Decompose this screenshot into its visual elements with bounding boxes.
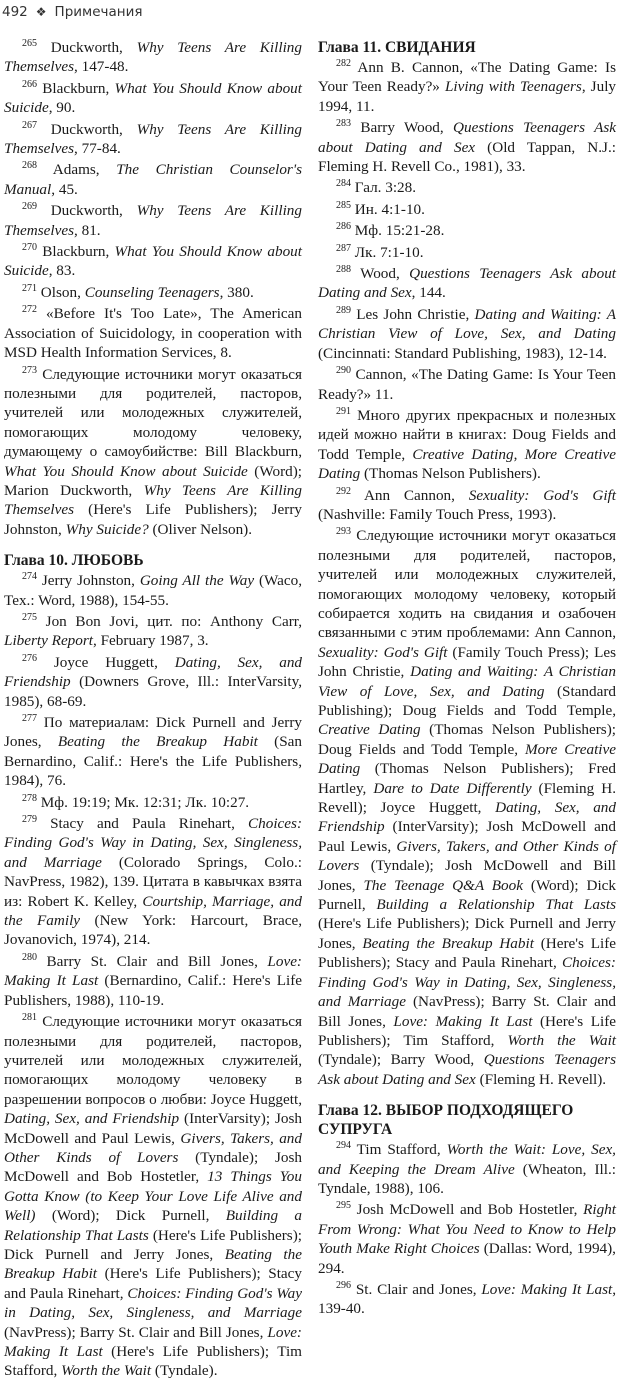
footnote bbox=[318, 486, 616, 525]
footnote-text: Stacy and Paula Rinehart, bbox=[50, 815, 249, 833]
book-title: Why Teens Are Killing Themselves bbox=[4, 481, 302, 519]
footnote bbox=[318, 406, 616, 484]
footnote bbox=[318, 118, 616, 176]
footnote bbox=[318, 243, 616, 262]
footnote-text: Мф. 15:21-28. bbox=[354, 222, 445, 240]
footnote bbox=[4, 713, 302, 791]
footnote-text: Duckworth, bbox=[50, 202, 137, 220]
footnote bbox=[4, 242, 302, 281]
footnote-text: , bbox=[513, 445, 525, 463]
footnote bbox=[4, 1012, 302, 1381]
footnote-number: 280 bbox=[22, 951, 37, 963]
footnote-number: 283 bbox=[336, 118, 351, 130]
footnote bbox=[4, 201, 302, 240]
book-title: 13 Things You Gotta Know (to Keep Your Love Life Alive and Well) bbox=[4, 1168, 302, 1225]
footnote-text: Лк. 7:1-10. bbox=[354, 243, 424, 261]
footnote-text: (InterVarsity); Josh McDowell and Paul Lewis, bbox=[318, 818, 616, 855]
footnote-number: 274 bbox=[22, 571, 37, 583]
footnote-number: 265 bbox=[22, 38, 37, 49]
footnote-number: 294 bbox=[336, 1140, 351, 1152]
footnote-number: 267 bbox=[22, 119, 37, 131]
footnote-number: 284 bbox=[336, 178, 351, 190]
footnote-number: 266 bbox=[22, 78, 37, 90]
book-title: What You Should Know about Suicide bbox=[4, 462, 248, 480]
right-column bbox=[318, 38, 616, 1321]
footnote-number: 270 bbox=[22, 242, 37, 254]
footnote-number: 291 bbox=[336, 405, 351, 417]
book-title: The Teenage Q&A Book bbox=[363, 876, 523, 894]
book-title: What You Should Know about Suicide bbox=[4, 243, 302, 280]
footnote bbox=[318, 221, 616, 240]
book-title: Going All the Way bbox=[139, 572, 255, 590]
book-title: What You Should Know about Suicide bbox=[4, 79, 302, 117]
book-title: Questions Teenagers Ask about Dating and Sex bbox=[318, 265, 617, 302]
book-title: Creative Dating bbox=[318, 721, 421, 739]
footnote bbox=[318, 264, 616, 303]
footnote-text: , 147-48. bbox=[74, 58, 129, 76]
footnote-text: (InterVarsity); Josh McDowell and Paul Lewis, bbox=[4, 1110, 302, 1147]
footnote-number: 281 bbox=[22, 1012, 37, 1024]
footnote-text: По материалам: Dick Purnell and Jerry Jones, bbox=[4, 714, 302, 751]
book-title: Building a Relationship That Lasts bbox=[4, 1207, 303, 1244]
footnote-text: Ин. 4:1-10. bbox=[354, 200, 425, 218]
footnote bbox=[318, 305, 616, 363]
footnote-text: , 81. bbox=[74, 221, 101, 239]
footnote-text: (Oliver Nelson). bbox=[148, 520, 253, 538]
book-title: Choices: Finding God's Way in Dating, Sex, Singleness, and Marriage bbox=[4, 815, 303, 871]
running-header bbox=[2, 4, 143, 20]
footnote-text: , 83. bbox=[48, 262, 76, 280]
footnote-text: Следующие источники могут оказаться полезными для родителей, пасторов, учителей или молодежных служителей, помогающих молодому человеку в разрешении вопросов о любви: Joyce Huggett, bbox=[4, 1013, 303, 1108]
book-title: Love: Making It Last bbox=[4, 1323, 302, 1360]
footnote-text: Les John Christie, bbox=[356, 305, 475, 323]
footnote-text: Wood, bbox=[360, 265, 410, 283]
footnote bbox=[4, 120, 302, 159]
footnote bbox=[4, 38, 302, 77]
book-title: Dating, Sex, and Friendship bbox=[4, 653, 303, 691]
footnote-number: 286 bbox=[336, 221, 351, 233]
footnote-number: 275 bbox=[22, 611, 37, 623]
footnote-text: Duckworth, bbox=[50, 120, 137, 138]
footnote-text: Josh McDowell and Bob Hostetler, bbox=[356, 1201, 584, 1219]
footnote-text: (Here's Life Publishers); Tim Stafford, bbox=[318, 1012, 616, 1049]
footnote-number: 272 bbox=[22, 304, 37, 316]
footnote bbox=[4, 612, 302, 651]
footnote-number: 276 bbox=[22, 652, 37, 664]
book-title: Counseling Teenagers bbox=[84, 283, 220, 301]
footnote-text: (Old Tappan, N.J.: Fleming H. Revell Co., 1981), 33. bbox=[318, 138, 616, 176]
footnote bbox=[318, 200, 616, 219]
footnote-text: (New York: Harcourt, Brace, Jovanovich, 1974), 214. bbox=[4, 912, 302, 949]
footnote-text: (Here's Life Publishers); Jerry Johnston, bbox=[4, 501, 302, 538]
book-title: More Creative Dating bbox=[318, 445, 617, 483]
book-title: Love: Making It Last bbox=[4, 952, 302, 990]
footnote-text: , 45. bbox=[51, 180, 78, 198]
book-title: Worth the Wait: Love, Sex, and Keeping the Dream Alive bbox=[318, 1141, 616, 1178]
footnote-text: (Fleming H. Revell); Joyce Huggett, bbox=[318, 779, 617, 817]
footnote-text: (Here's Life Publishers); Dick Purnell and Jerry Jones, bbox=[4, 1226, 302, 1263]
footnote bbox=[318, 1140, 616, 1198]
chapter-heading: Глава 10. ЛЮБОВЬ bbox=[4, 552, 144, 570]
footnote-text: (Tyndale); Barry Wood, bbox=[318, 1051, 484, 1069]
footnote-text: Jon Bon Jovi, цит. по: Anthony Carr, bbox=[45, 612, 302, 630]
footnote-text: (Nashville: Family Touch Press, 1993). bbox=[318, 505, 557, 523]
footnote-text: Следующие источники могут оказаться полезными для родителей, пасторов, учителей или молодежных служителей, помогающих молодому человеку, который собирается ходить на свидания и озабочен связанными с этим проблемами: Ann Cannon, bbox=[318, 527, 617, 642]
book-title: Worth the Wait bbox=[507, 1031, 617, 1049]
footnote-text: Barry Wood, bbox=[360, 119, 454, 137]
book-title: Dating and Waiting: A Christian View of Love, Sex, and Dating bbox=[318, 663, 616, 700]
book-title: Creative Dating bbox=[412, 445, 514, 463]
book-title: Questions Teenagers Ask about Dating and Sex bbox=[318, 119, 616, 156]
footnote-number: 295 bbox=[336, 1200, 351, 1212]
book-title: Love: Making It Last bbox=[481, 1280, 613, 1298]
footnote-text: (Thomas Nelson Publishers). bbox=[360, 465, 541, 483]
section-title: Примечания bbox=[54, 4, 143, 20]
book-title: Choices: Finding God's Way in Dating, Sex, Singleness, and Marriage bbox=[318, 954, 616, 1011]
footnote-text: (Tyndale); Josh McDowell and Bob Hostetler, bbox=[4, 1148, 302, 1186]
footnote-text: St. Clair and Jones, bbox=[355, 1280, 482, 1298]
footnote-number: 290 bbox=[336, 365, 351, 377]
footnote-number: 269 bbox=[22, 201, 37, 213]
footnote-text: , 77-84. bbox=[74, 140, 121, 158]
footnote-text: Следующие источники могут оказаться полезными для родителей, пасторов, учителей или молодежных служителей, помогающих молодому человеку, думающему о самоубийстве: Bill Blackburn, bbox=[4, 365, 303, 461]
book-title: Liberty Report bbox=[4, 632, 94, 650]
footnote-text: (Word); Marion Duckworth, bbox=[4, 462, 303, 499]
chapter-heading: Глава 12. ВЫБОР ПОДХОДЯЩЕГО СУПРУГА bbox=[318, 1102, 574, 1139]
footnote-text: (Bernardino, Calif.: Here's Life Publishers, 1988), 110-19. bbox=[4, 972, 303, 1009]
footnote bbox=[4, 160, 302, 199]
footnote-number: 279 bbox=[22, 814, 37, 826]
footnote-text: Olson, bbox=[40, 283, 85, 301]
book-title: Sexuality: God's Gift bbox=[468, 486, 616, 504]
footnote-text: Blackburn, bbox=[42, 79, 115, 97]
footnote-text: (San Bernardino, Calif.: Here's the Life Publishers, 1984), 76. bbox=[4, 733, 302, 790]
book-title: Choices: Finding God's Way in Dating, Sex, Singleness, and Marriage bbox=[4, 1284, 302, 1322]
footnote-text: (NavPress); Barry St. Clair and Bill Jones, bbox=[318, 993, 617, 1030]
book-title: Sexuality: God's Gift bbox=[318, 643, 448, 661]
footnote-text: (Standard Publishing); Doug Fields and Todd Temple, bbox=[318, 682, 617, 719]
book-title: Beating the Breakup Habit bbox=[362, 934, 534, 952]
book-title: Beating the Breakup Habit bbox=[4, 1245, 302, 1283]
footnote-text: Joyce Huggett, bbox=[53, 653, 175, 671]
footnote-text: (Here's Life Publishers); Tim Stafford, bbox=[4, 1343, 302, 1380]
footnote bbox=[318, 1200, 616, 1278]
footnote-number: 271 bbox=[22, 282, 37, 294]
footnote-text: Cannon, «The Dating Game: Is Your Teen Ready?» 11. bbox=[318, 366, 616, 403]
footnote-text: (Downers Grove, Ill.: InterVarsity, 1985), 68-69. bbox=[4, 673, 302, 710]
book-title: Why Suicide? bbox=[65, 520, 149, 538]
left-column bbox=[4, 38, 302, 1383]
footnote-text: Barry St. Clair and Bill Jones, bbox=[46, 952, 268, 970]
footnote-number: 287 bbox=[336, 242, 351, 254]
footnote-text: «Before It's Too Late», The American Association of Suicidology, in cooperation with MSD Health Information Services, 8. bbox=[4, 305, 302, 362]
book-title: Dating, Sex, and Friendship bbox=[318, 799, 616, 836]
footnote-text: , July 1994, 11. bbox=[318, 78, 617, 115]
footnote-number: 293 bbox=[336, 526, 351, 538]
footnote-number: 288 bbox=[336, 264, 351, 276]
book-title: Living with Teenagers bbox=[444, 78, 582, 96]
footnote bbox=[318, 365, 616, 404]
footnote bbox=[4, 283, 302, 302]
book-title: Building a Relationship That Lasts bbox=[376, 896, 616, 914]
footnote bbox=[4, 571, 302, 610]
footnote-number: 292 bbox=[336, 485, 351, 497]
footnote-number: 268 bbox=[22, 160, 37, 172]
footnote-text: Duckworth, bbox=[50, 39, 137, 56]
footnote-text: (Tyndale). bbox=[151, 1362, 218, 1380]
footnote bbox=[4, 814, 302, 950]
book-title: Dating, Sex, and Friendship bbox=[4, 1110, 180, 1128]
footnote bbox=[4, 79, 302, 118]
footnote-text: (Tyndale); Josh McDowell and Bill Jones, bbox=[318, 857, 616, 894]
footnote-text: (Thomas Nelson Publishers); Fred Hartley, bbox=[318, 760, 616, 797]
footnote-text: Jerry Johnston, bbox=[41, 572, 140, 590]
footnote-text: , 139-40. bbox=[318, 1280, 617, 1318]
footnote-text: , 380. bbox=[219, 283, 254, 301]
footnote-number: 278 bbox=[22, 792, 37, 804]
book-title: Courtship, Marriage, and the Family bbox=[4, 892, 302, 930]
footnote-number: 282 bbox=[336, 58, 351, 69]
footnote-text: (Word); Dick Purnell, bbox=[35, 1207, 226, 1225]
footnote-text: (Here's Life Publishers); Stacy and Paula Rinehart, bbox=[318, 934, 616, 972]
footnote-text: Мф. 19:19; Мк. 12:31; Лк. 10:27. bbox=[40, 793, 250, 811]
footnote-number: 277 bbox=[22, 713, 37, 724]
book-title: Worth the Wait bbox=[61, 1362, 152, 1380]
footnote-text: Ann B. Cannon, «The Dating Game: Is Your Teen Ready?» bbox=[318, 59, 616, 96]
footnote bbox=[4, 793, 302, 812]
footnote-number: 285 bbox=[336, 199, 351, 211]
book-title: Dare to Date Differently bbox=[373, 779, 532, 797]
footnote-text: Adams, bbox=[52, 161, 117, 179]
footnote bbox=[4, 304, 302, 362]
book-title: Love: Making It Last bbox=[393, 1012, 533, 1030]
book-title: The Christian Counselor's Manual bbox=[4, 161, 302, 198]
footnote-text: Гал. 3:28. bbox=[354, 179, 417, 197]
footnote-text: (Colorado Springs, Colo.: NavPress, 1982), 139. Цитата в кавычках взята из: Robert K. Kelley, bbox=[4, 853, 302, 910]
book-title: Why Teens Are Killing Themselves bbox=[4, 39, 302, 76]
footnote bbox=[4, 365, 302, 540]
footnote bbox=[318, 178, 616, 197]
footnote-text: (Family Touch Press); Les John Christie, bbox=[318, 643, 616, 681]
book-title: Givers, Takers, and Other Kinds of Lovers bbox=[318, 837, 616, 875]
footnote-number: 296 bbox=[336, 1279, 351, 1291]
footnote-text: (Waco, Tex.: Word, 1988), 154-55. bbox=[4, 572, 302, 609]
book-title: Dating and Waiting: A Christian View of Love, Sex, and Dating bbox=[318, 305, 616, 343]
footnote-text: (NavPress); Barry St. Clair and Bill Jones, bbox=[4, 1323, 268, 1341]
chapter-heading: Глава 11. СВИДАНИЯ bbox=[318, 39, 476, 56]
book-title: Questions Teenagers Ask about Dating and Sex bbox=[318, 1051, 616, 1088]
footnote-text: (Here's Life Publishers); Dick Purnell and Jerry Jones, bbox=[318, 915, 616, 952]
footnote-text: (Word); Dick Purnell, bbox=[318, 876, 617, 914]
page-number: 492 bbox=[2, 4, 28, 20]
footnote-text: (Cincinnati: Standard Publishing, 1983), 12-14. bbox=[318, 344, 607, 362]
footnote-text: Много других прекрасных и полезных идей можно найти в книгах: Doug Fields and Todd Temple, bbox=[318, 406, 617, 463]
footnote bbox=[4, 653, 302, 711]
footnote bbox=[318, 58, 616, 116]
footnote-number: 289 bbox=[336, 304, 351, 316]
book-title: Why Teens Are Killing Themselves bbox=[4, 202, 302, 239]
footnote-text: (Fleming H. Revell). bbox=[475, 1070, 607, 1088]
footnote-text: , 144. bbox=[411, 284, 446, 302]
book-title: Right From Wrong: What You Need to Know to Help Youth Make Right Choices bbox=[318, 1201, 616, 1258]
footnote-text: , 90. bbox=[48, 99, 76, 117]
book-title: Givers, Takers, and Other Kinds of Lovers bbox=[4, 1129, 302, 1166]
footnote bbox=[318, 1280, 616, 1319]
footnote-text: (Thomas Nelson Publishers); Doug Fields and Todd Temple, bbox=[318, 721, 616, 758]
footnote-text: Ann Cannon, bbox=[363, 486, 469, 504]
ornament-icon: ❖ bbox=[35, 5, 47, 19]
book-title: More Creative Dating bbox=[318, 740, 616, 778]
footnote-text: , February 1987, 3. bbox=[93, 632, 209, 650]
footnote-text: (Here's Life Publishers); Stacy and Paula Rinehart, bbox=[4, 1265, 303, 1302]
footnote-number: 273 bbox=[22, 364, 37, 376]
footnote bbox=[4, 952, 302, 1010]
footnote-text: Blackburn, bbox=[42, 243, 115, 261]
book-title: Beating the Breakup Habit bbox=[57, 733, 258, 751]
footnote-text: (Wheaton, Ill.: Tyndale, 1988), 106. bbox=[318, 1160, 616, 1197]
footnote-text: Tim Stafford, bbox=[356, 1141, 447, 1159]
book-title: Why Teens Are Killing Themselves bbox=[4, 120, 302, 158]
footnote-text: (Dallas: Word, 1994), 294. bbox=[318, 1240, 616, 1277]
footnote bbox=[318, 526, 616, 1089]
